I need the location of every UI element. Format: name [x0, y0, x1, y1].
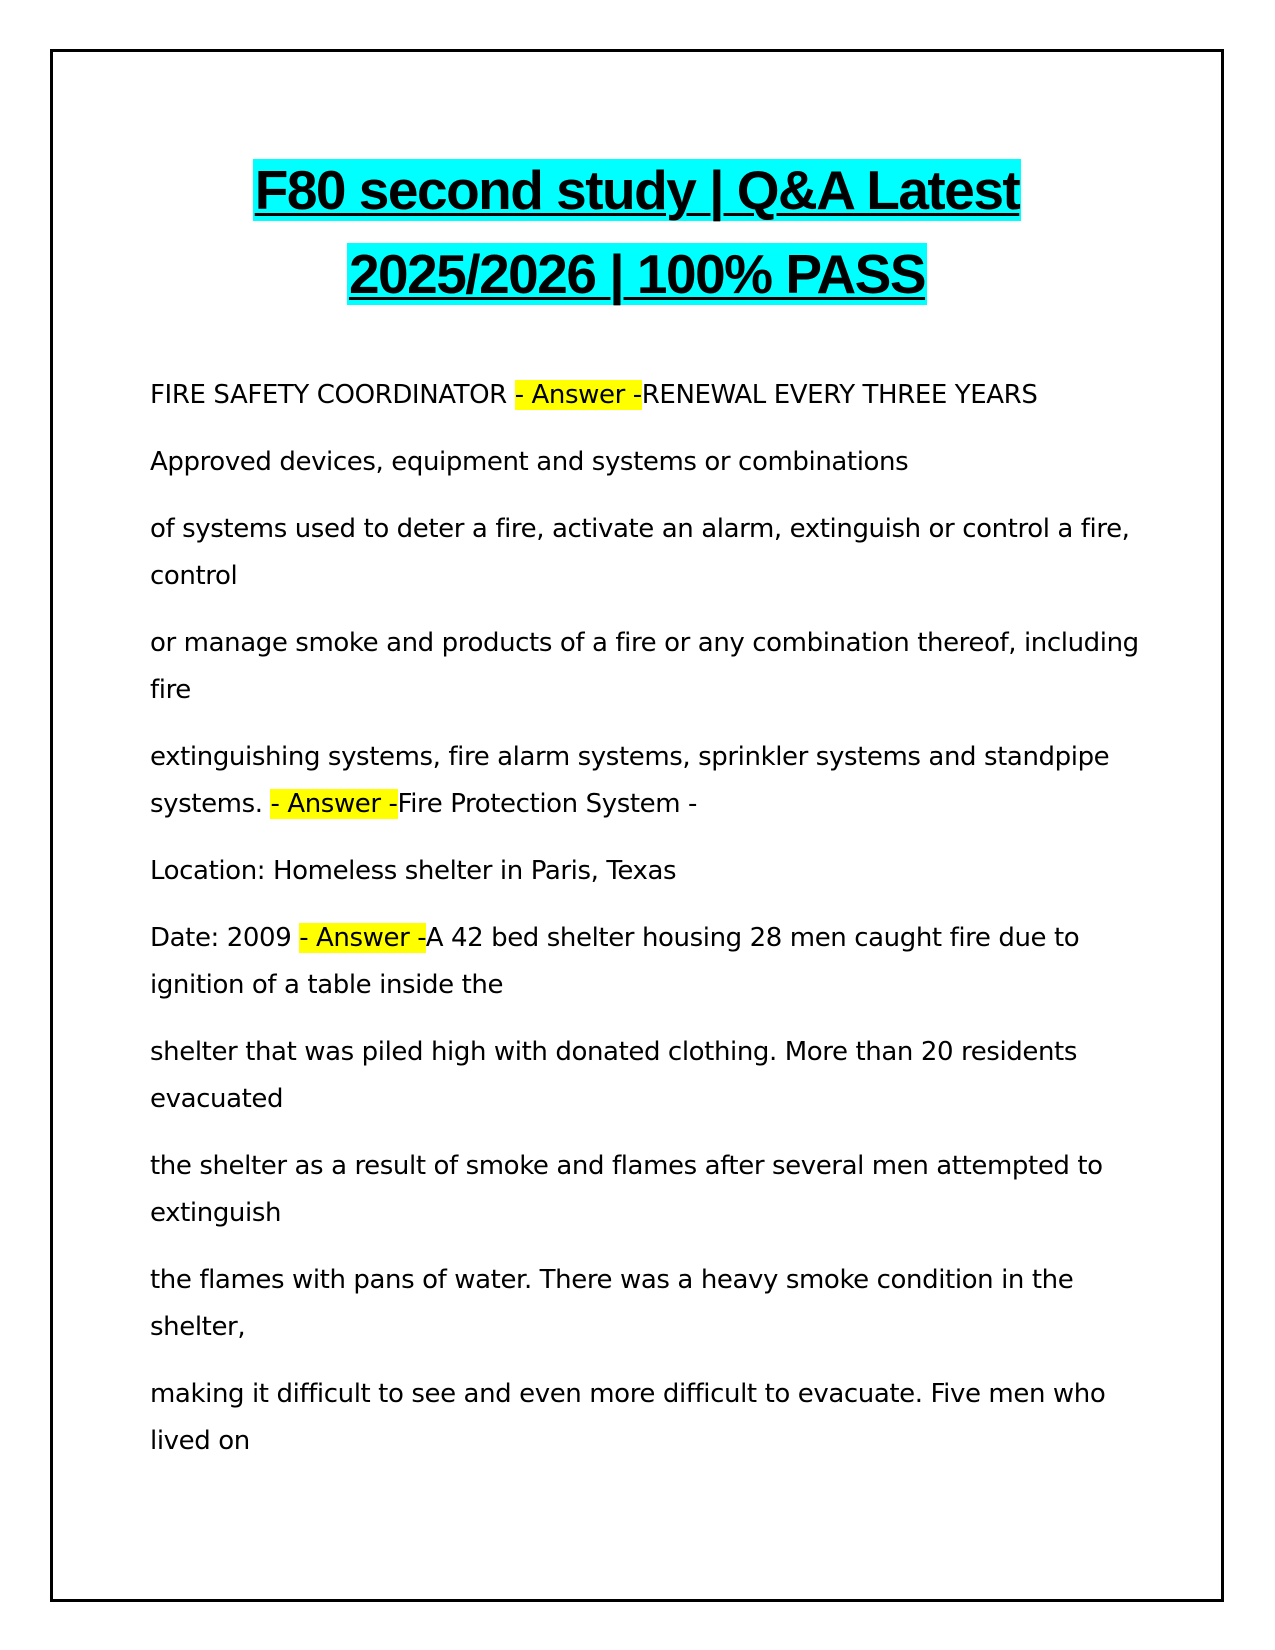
paragraph-9: the shelter as a result of smoke and flames after several men attempted to extinguish: [150, 1151, 1103, 1228]
document-title: [50, 148, 1224, 316]
paragraph-6: Location: Homeless shelter in Paris, Texas: [150, 856, 677, 886]
title-line-1: F80 second study | Q&A Latest: [254, 159, 1020, 221]
document-body: [150, 372, 1140, 1485]
paragraph-2: Approved devices, equipment and systems or combinations: [150, 447, 909, 477]
answer-highlight: - Answer -: [270, 789, 398, 819]
title-line-2: 2025/2026 | 100% PASS: [348, 243, 926, 305]
paragraph-5: extinguishing systems, fire alarm systems, sprinkler systems and standpipe systems. - Answer -Fire Protection System -: [150, 742, 1110, 819]
paragraph-3: of systems used to deter a fire, activate an alarm, extinguish or control a fire, control: [150, 514, 1130, 591]
paragraph-10: the flames with pans of water. There was a heavy smoke condition in the shelter,: [150, 1265, 1074, 1342]
answer-highlight: - Answer -: [299, 923, 426, 953]
paragraph-4: or manage smoke and products of a fire or any combination thereof, including fire: [150, 628, 1139, 705]
paragraph-11: making it difficult to see and even more difficult to evacuate. Five men who lived on: [150, 1379, 1106, 1456]
answer-highlight: - Answer -: [514, 380, 642, 410]
paragraph-1: FIRE SAFETY COORDINATOR - Answer -RENEWAL EVERY THREE YEARS: [150, 380, 1038, 410]
paragraph-8: shelter that was piled high with donated clothing. More than 20 residents evacuated: [150, 1037, 1077, 1114]
paragraph-7: Date: 2009 - Answer -A 42 bed shelter housing 28 men caught fire due to ignition of a table inside the: [150, 923, 1080, 1000]
